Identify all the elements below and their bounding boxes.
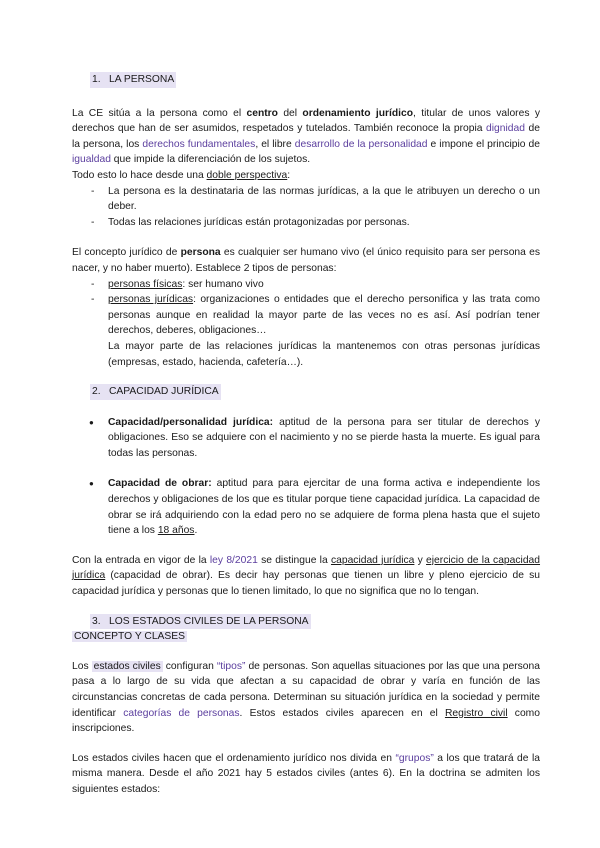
paragraph-persona: El concepto jurídico de persona es cualquier ser humano vivo (el único requisito para ser persona es nacer, y no haber muerto). Establece 2 tipos de personas: [72,247,540,274]
section-title: LA PERSONA [109,74,175,85]
tipos-persona-list [72,277,540,371]
section-title: CAPACIDAD JURÍDICA [109,386,219,398]
list-item: - La persona es la destinataria de las normas jurídicas, a la que le atribuyen un derecho o un deber. [72,184,540,215]
section-subtitle: CONCEPTO Y CLASES [74,631,186,643]
section-title: LOS ESTADOS CIVILES DE LA PERSONA [109,615,309,627]
section-heading-1 [90,72,176,88]
list-item-fisicas: - personas físicas: ser humano vivo [72,277,540,293]
list-item: - Todas las relaciones jurídicas están protagonizadas por personas. [72,215,540,231]
perspectiva-list [72,184,540,231]
section-number: 3. [92,615,101,627]
bullet-capacidad-juridica: ● Capacidad/personalidad jurídica: aptitud de la persona para ser titular de derechos y obligaciones. Eso se adquiere con el nacimiento y no se pierde hasta la muerte. Es igual para todas las personas. [72,415,540,462]
section-heading-3 [90,614,311,630]
paragraph-perspectiva: Todo esto lo hace desde una doble perspectiva: [72,169,291,181]
list-item-juridicas: - personas jurídicas: organizaciones o entidades que el derecho personifica y las trata como personas aunque en realidad la mayor parte de las veces no es así. Así podrían tener derechos, deberes, obligaciones… La mayor parte de las relaciones jurídicas la mantenemos con otras personas jurídicas (empresas, estado, hacienda, cafetería…). [72,292,540,370]
paragraph-ce: La CE sitúa a la persona como el centro del ordenamiento jurídico, titular de unos valores y derechos que han de ser asumidos, respetados y tutelados. También reconoce la propia dignidad de la persona, los derechos fundamentales, el libre desarrollo de la personalidad e impone el principio de igualdad que impide la diferenciación de los sujetos. [72,107,540,166]
section-number: 2. [92,386,101,398]
bullet-capacidad-obrar: ● Capacidad de obrar: aptitud para para ejercitar de una forma activa e independiente los derechos y obligaciones de los que es titular porque tiene capacidad jurídica. La capacidad de obrar se irá adquiriendo con la edad pero no se adquiere de forma plena hasta que el sujeto tiene a los 18 años. [72,476,540,538]
paragraph-ley: Con la entrada en vigor de la ley 8/2021 se distingue la capacidad jurídica y ejercicio de la capacidad jurídica (capacidad de obrar). Es decir hay personas que tienen un libre y pleno ejercicio de su capacidad jurídica y personas que lo tienen limitado, lo que no significa que no lo tengan. [72,554,541,598]
paragraph-grupos: Los estados civiles hacen que el ordenamiento jurídico nos divida en “grupos” a los que tratará de la misma manera. Desde el año 2021 hay 5 estados civiles (antes 6). En la doctrina se admiten los siguientes estados: [72,752,540,795]
paragraph-estados: Los estados civiles configuran “tipos” de personas. Son aquellas situaciones por las que una persona pasa a lo largo de su vida que afectan a su capacidad de obrar y varía en función de las circunstancias concretas de cada persona. Determinan su situación jurídica en la sociedad y permite identificar categorías de personas. Estos estados civiles aparecen en el Registro civil como inscripciones. [72,660,540,735]
capacidad-list [72,415,540,539]
section-number: 1. [92,74,101,85]
section-heading-2 [90,384,221,400]
